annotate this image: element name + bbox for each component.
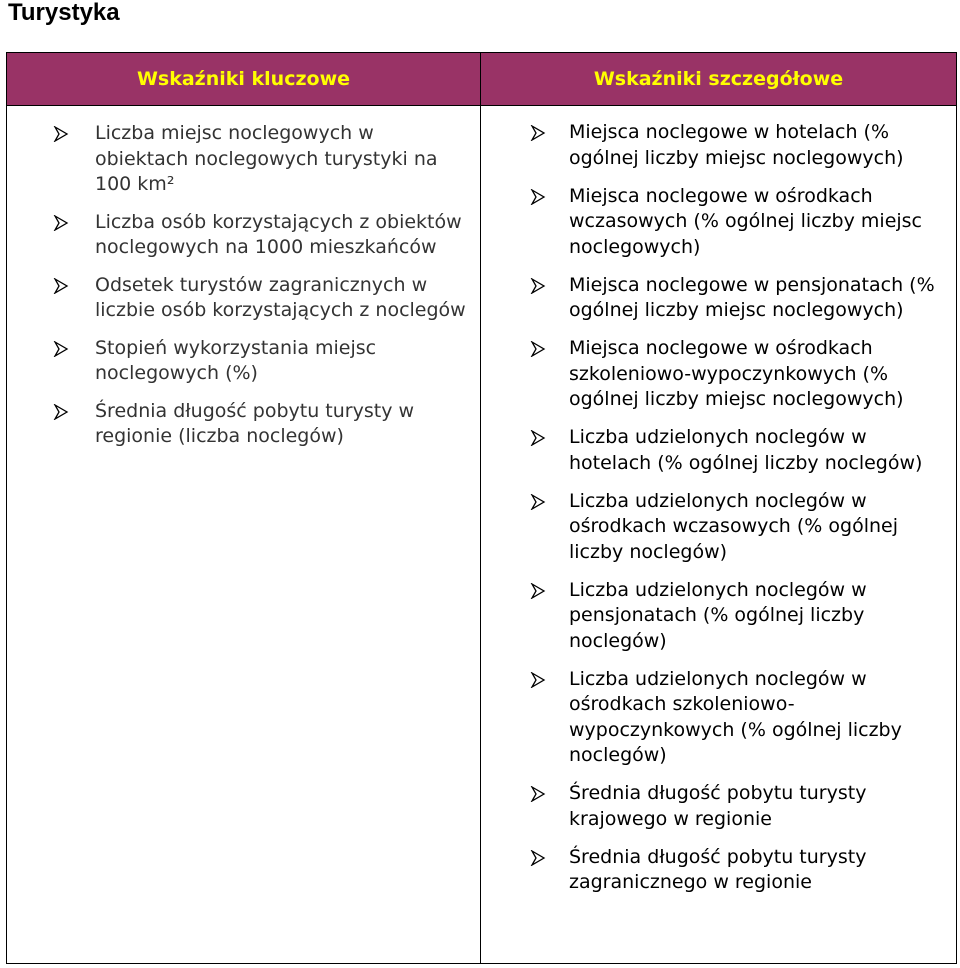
key-indicator-item xyxy=(7,210,470,261)
key-indicator-item xyxy=(7,273,470,324)
key-indicator-item xyxy=(7,121,470,198)
arrowhead-bullet-icon xyxy=(530,494,546,510)
key-indicator-item-text: Liczba miejsc noclegowych w obiektach noclegowych turystyki na 100 km² xyxy=(95,122,438,195)
arrowhead-bullet-icon xyxy=(530,850,546,866)
page-title: Turystyka xyxy=(8,0,120,26)
arrowhead-bullet-icon xyxy=(53,341,69,357)
detailed-indicator-item-text: Liczba udzielonych noclegów w ośrodkach szkoleniowo-wypoczynkowych (% ogólnej liczby noclegów) xyxy=(569,667,902,766)
detailed-indicator-item-text: Miejsca noclegowe w ośrodkach wczasowych (% ogólnej liczby miejsc noclegowych) xyxy=(569,184,923,258)
detailed-indicator-item-text: Miejsca noclegowe w ośrodkach szkoleniowo-wypoczynkowych (% ogólnej liczby miejsc noclegowych) xyxy=(569,337,904,410)
key-indicator-item-text: Liczba osób korzystających z obiektów noclegowych na 1000 mieszkańców xyxy=(95,210,462,258)
detailed-indicator-item-text: Średnia długość pobytu turysty krajowego w regionie xyxy=(569,782,867,830)
arrowhead-bullet-icon xyxy=(530,278,546,294)
header-key-indicators: Wskaźniki kluczowe xyxy=(7,53,481,106)
key-indicator-item-text: Odsetek turystów zagranicznych w liczbie osób korzystających z noclegów xyxy=(95,273,466,321)
detailed-indicator-item xyxy=(481,184,950,261)
detailed-indicator-item xyxy=(481,667,950,769)
arrowhead-bullet-icon xyxy=(530,189,546,205)
key-indicator-item-text: Stopień wykorzystania miejsc noclegowych (%) xyxy=(95,336,377,384)
arrowhead-bullet-icon xyxy=(53,126,69,142)
detailed-indicator-item-text: Miejsca noclegowe w pensjonatach (% ogólnej liczby miejsc noclegowych) xyxy=(569,273,935,321)
arrowhead-bullet-icon xyxy=(530,583,546,599)
detailed-indicator-item-text: Średnia długość pobytu turysty zagranicznego w regionie xyxy=(569,845,867,893)
arrowhead-bullet-icon xyxy=(53,278,69,294)
key-indicators-cell xyxy=(7,106,481,964)
table-header-row xyxy=(7,53,957,106)
detailed-indicator-item-text: Liczba udzielonych noclegów w hotelach (% ogólnej liczby noclegów) xyxy=(569,426,923,474)
key-indicator-item-text: Średnia długość pobytu turysty w regionie (liczba noclegów) xyxy=(95,399,415,447)
detailed-indicator-item xyxy=(481,336,950,413)
detailed-indicators-cell xyxy=(481,106,957,964)
detailed-indicator-item xyxy=(481,120,950,171)
arrowhead-bullet-icon xyxy=(530,341,546,357)
key-indicator-item xyxy=(7,336,470,387)
detailed-indicator-item xyxy=(481,578,950,655)
arrowhead-bullet-icon xyxy=(53,215,69,231)
detailed-indicator-item-text: Liczba udzielonych noclegów w ośrodkach wczasowych (% ogólnej liczby noclegów) xyxy=(569,489,898,563)
arrowhead-bullet-icon xyxy=(530,125,546,141)
detailed-indicators-list xyxy=(481,106,956,896)
table-body-row xyxy=(7,106,957,964)
detailed-indicator-item-text: Liczba udzielonych noclegów w pensjonatach (% ogólnej liczby noclegów) xyxy=(569,578,867,652)
arrowhead-bullet-icon xyxy=(530,672,546,688)
detailed-indicator-item xyxy=(481,489,950,566)
detailed-indicator-item xyxy=(481,425,950,476)
arrowhead-bullet-icon xyxy=(530,786,546,802)
indicators-table xyxy=(6,52,957,964)
header-detailed-indicators: Wskaźniki szczegółowe xyxy=(481,53,957,106)
detailed-indicator-item xyxy=(481,781,950,832)
arrowhead-bullet-icon xyxy=(53,404,69,420)
key-indicator-item xyxy=(7,399,470,450)
detailed-indicator-item-text: Miejsca noclegowe w hotelach (% ogólnej liczby miejsc noclegowych) xyxy=(569,121,904,169)
detailed-indicator-item xyxy=(481,273,950,324)
key-indicators-list xyxy=(7,106,480,450)
detailed-indicator-item xyxy=(481,845,950,896)
arrowhead-bullet-icon xyxy=(530,430,546,446)
